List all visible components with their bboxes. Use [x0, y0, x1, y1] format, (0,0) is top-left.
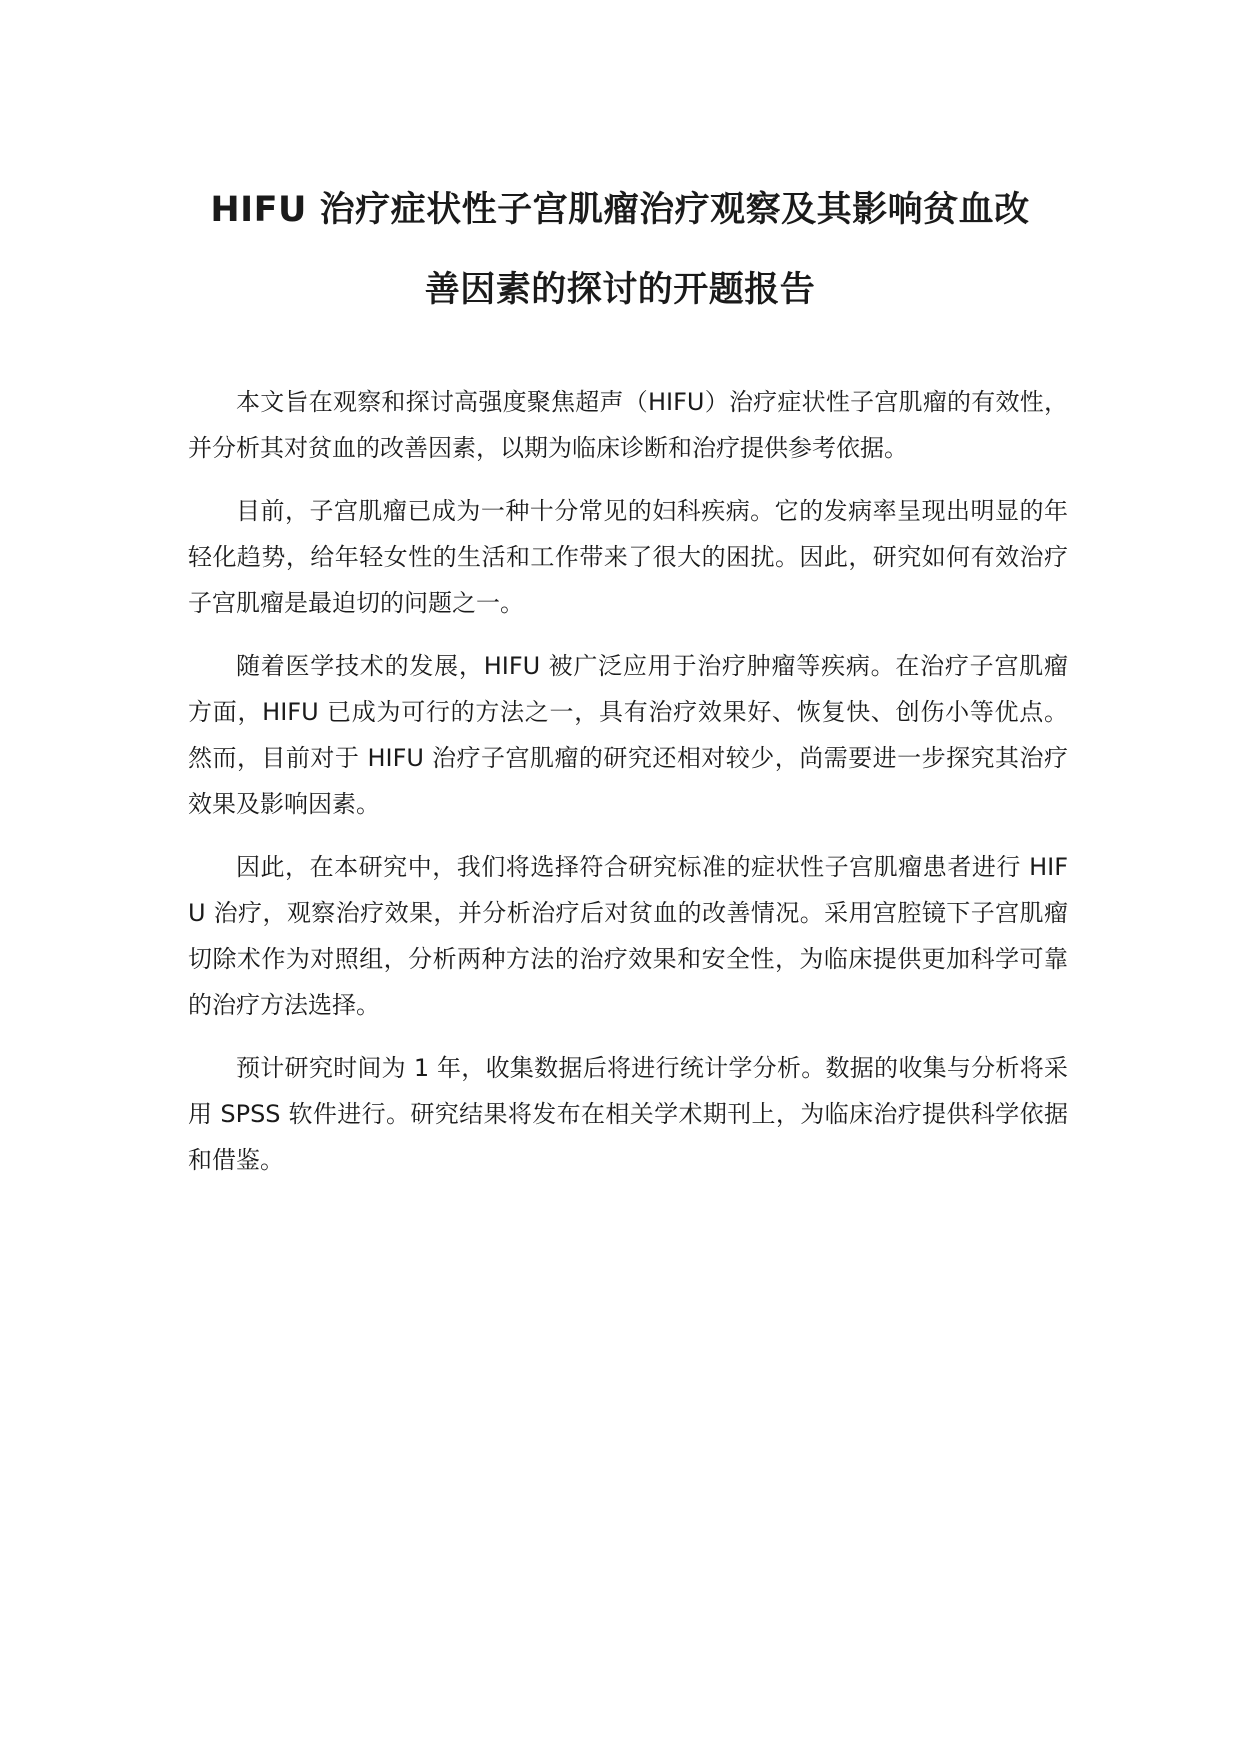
paragraph-study-design: 因此，在本研究中，我们将选择符合研究标准的症状性子宫肌瘤患者进行 HIFU 治疗，观察治疗效果，并分析治疗后对贫血的改善情况。采用宫腔镜下子宫肌瘤切除术作为对照组，分析两种方法的治疗效果和安全性，为临床提供更加科学可靠的治疗方法选择。	[188, 853, 1068, 1019]
title-line-1: HIFU 治疗症状性子宫肌瘤治疗观察及其影响贫血改	[210, 190, 1030, 230]
paragraph-hifu-overview: 随着医学技术的发展，HIFU 被广泛应用于治疗肿瘤等疾病。在治疗子宫肌瘤方面，HIFU 已成为可行的方法之一，具有治疗效果好、恢复快、创伤小等优点。然而，目前对于 HIFU 治疗子宫肌瘤的研究还相对较少，尚需要进一步探究其治疗效果及影响因素。	[188, 652, 1068, 818]
title-line-2: 善因素的探讨的开题报告	[424, 270, 816, 310]
document-title	[170, 170, 1070, 330]
paragraph-objective: 本文旨在观察和探讨高强度聚焦超声（HIFU）治疗症状性子宫肌瘤的有效性，并分析其对贫血的改善因素，以期为临床诊断和治疗提供参考依据。	[188, 388, 1068, 462]
document-body	[188, 379, 1068, 1200]
paragraph-timeline: 预计研究时间为 1 年，收集数据后将进行统计学分析。数据的收集与分析将采用 SPSS 软件进行。研究结果将发布在相关学术期刊上，为临床治疗提供科学依据和借鉴。	[188, 1054, 1068, 1174]
paragraph-background: 目前，子宫肌瘤已成为一种十分常见的妇科疾病。它的发病率呈现出明显的年轻化趋势，给年轻女性的生活和工作带来了很大的困扰。因此，研究如何有效治疗子宫肌瘤是最迫切的问题之一。	[188, 497, 1068, 617]
